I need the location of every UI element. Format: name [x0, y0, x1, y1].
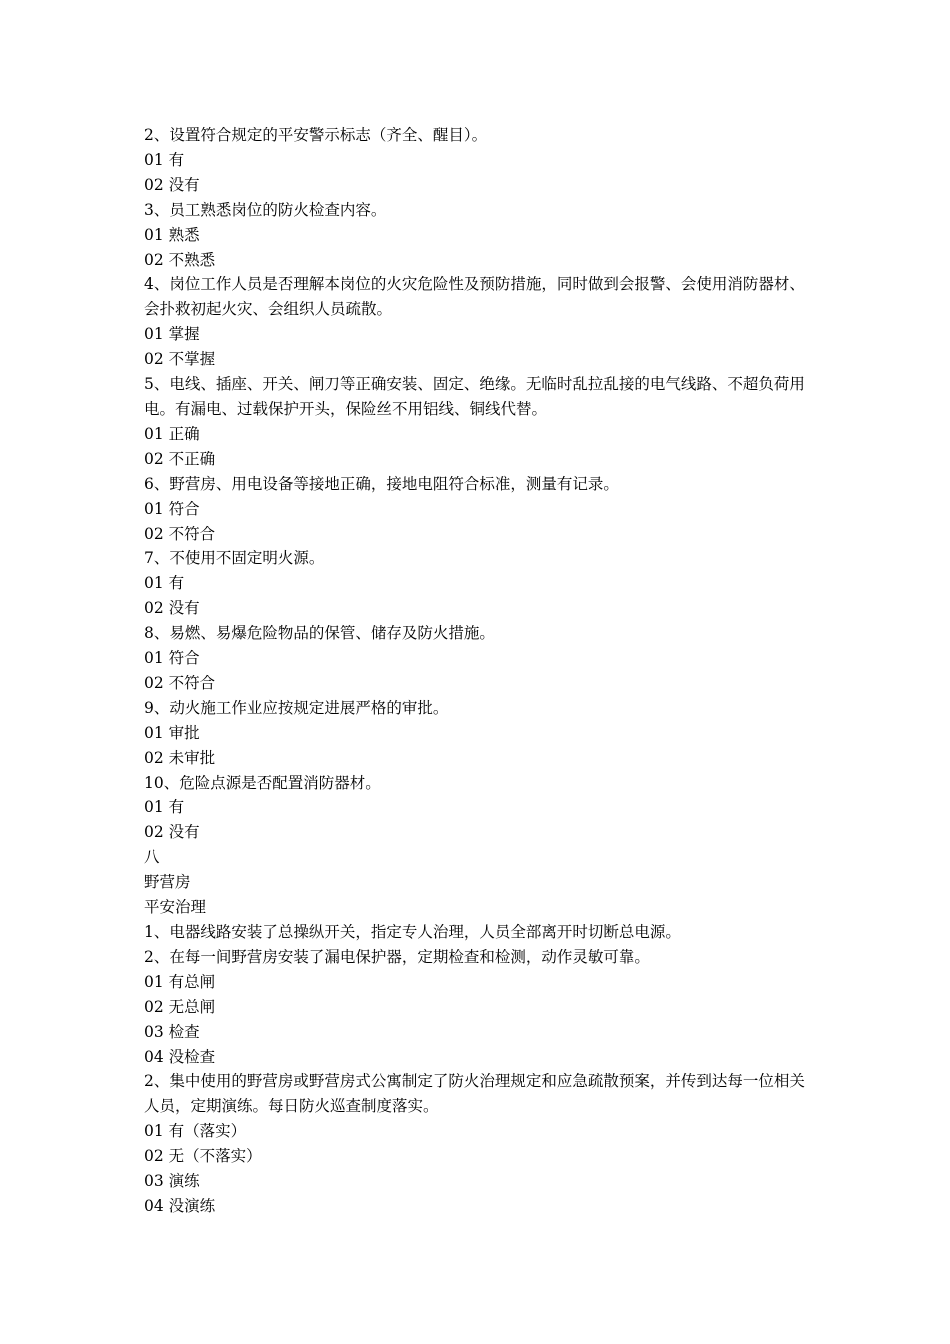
item-2-warning-signs: 2、设置符合规定的平安警示标志（齐全、醒目）。	[144, 126, 488, 144]
option-02: 02 无总闸	[144, 997, 216, 1016]
section-number: 八	[144, 848, 160, 867]
item-2-evacuation-plan: 2、集中使用的野营房或野营房式公寓制定了防火治理规定和应急疏散预案，并传到达每一位相关人员，定期演练。每日防火巡查制度落实。	[144, 1072, 805, 1116]
option-02: 02 不符合	[144, 673, 216, 692]
option-01: 01 审批	[144, 723, 200, 742]
option-02: 02 无（不落实）	[144, 1147, 262, 1166]
option-02: 02 没有	[144, 175, 200, 194]
option-01: 01 符合	[144, 649, 200, 668]
option-02: 02 不熟悉	[144, 250, 216, 269]
option-01: 01 掌握	[144, 325, 200, 344]
option-04: 04 没检查	[144, 1047, 216, 1066]
option-02: 02 不符合	[144, 524, 216, 543]
option-02: 02 不掌握	[144, 350, 216, 369]
option-01: 01 有（落实）	[144, 1122, 247, 1141]
option-02: 02 没有	[144, 599, 200, 618]
option-01: 01 有	[144, 574, 185, 593]
option-01: 01 有	[144, 150, 185, 169]
option-01: 01 有总闸	[144, 972, 216, 991]
item-7-open-flame: 7、不使用不固定明火源。	[144, 549, 325, 568]
item-2-leakage-protector: 2、在每一间野营房安装了漏电保护器，定期检查和检测，动作灵敏可靠。	[144, 947, 650, 966]
option-01: 01 符合	[144, 499, 200, 518]
item-10-fire-equipment: 10、危险点源是否配置消防器材。	[144, 773, 381, 792]
item-6-grounding: 6、野营房、用电设备等接地正确，接地电阻符合标准，测量有记录。	[144, 474, 619, 493]
section-subtitle: 平安治理	[144, 898, 207, 917]
section-title: 野营房	[144, 873, 191, 892]
item-4-fire-risk-knowledge: 4、岗位工作人员是否理解本岗位的火灾危险性及预防措施，同时做到会报警、会使用消防器材、会扑救初起火灾、会组织人员疏散。	[144, 275, 805, 319]
option-03: 03 演练	[144, 1172, 200, 1191]
option-03: 03 检查	[144, 1022, 200, 1041]
item-3-staff-familiarity: 3、员工熟悉岗位的防火检查内容。	[144, 200, 387, 219]
option-01: 01 熟悉	[144, 225, 200, 244]
document-body	[144, 123, 812, 1219]
item-5-electrical-installation: 5、电线、插座、开关、闸刀等正确安装、固定、绝缘。无临时乱拉乱接的电气线路、不超负荷用电。有漏电、过载保护开头，保险丝不用铝线、铜线代替。	[144, 375, 805, 418]
option-02: 02 没有	[144, 823, 200, 842]
item-8-hazardous-materials: 8、易燃、易爆危险物品的保管、储存及防火措施。	[144, 624, 495, 643]
option-02: 02 未审批	[144, 748, 216, 767]
item-1-main-switch: 1、电器线路安装了总操纵开关，指定专人治理，人员全部离开时切断总电源。	[144, 923, 681, 941]
option-02: 02 不正确	[144, 449, 216, 468]
option-04: 04 没演练	[144, 1196, 216, 1215]
option-01: 01 正确	[144, 424, 200, 443]
item-9-hot-work-approval: 9、动火施工作业应按规定进展严格的审批。	[144, 698, 449, 717]
option-01: 01 有	[144, 798, 185, 817]
